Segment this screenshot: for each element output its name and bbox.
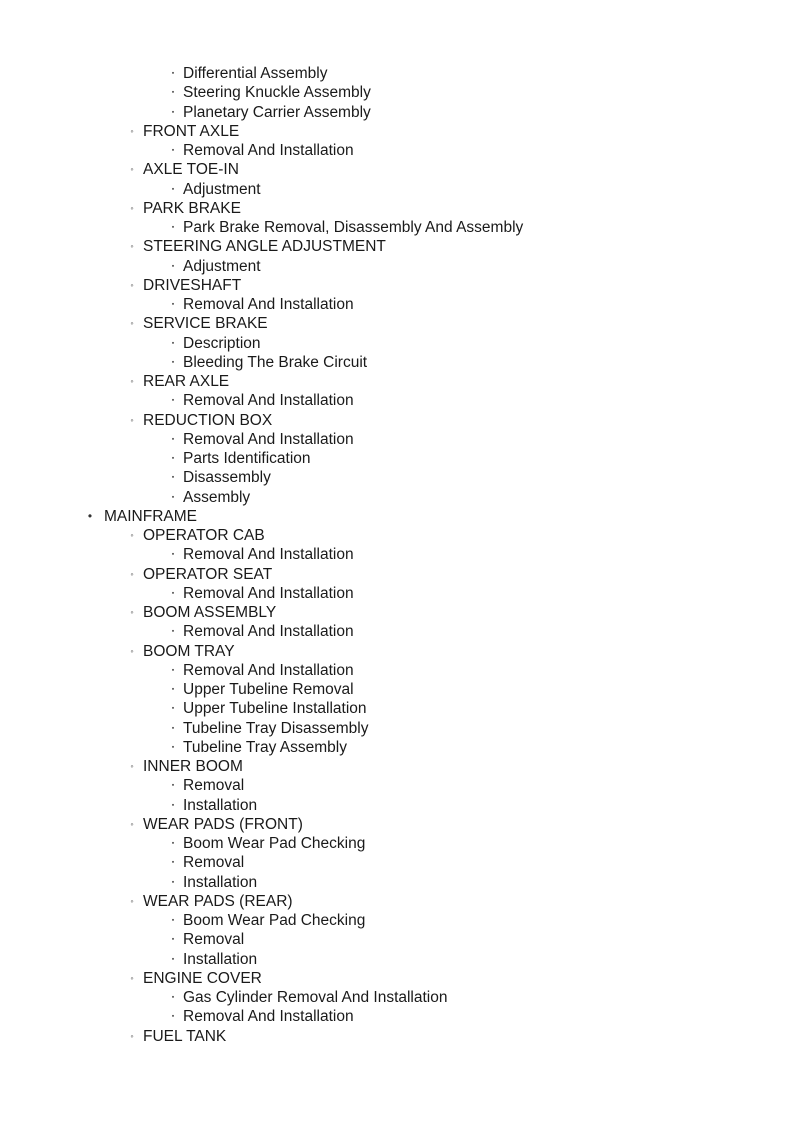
toc-item [0, 661, 794, 680]
toc-item [0, 738, 794, 757]
bullet-icon: ▪ [171, 994, 175, 1001]
toc-item [0, 64, 794, 83]
bullet-icon: ◦ [130, 530, 134, 540]
toc-item [0, 853, 794, 872]
toc-subsection [0, 526, 794, 545]
toc-entry-label: ENGINE COVER [143, 969, 262, 987]
bullet-icon: ◦ [130, 376, 134, 386]
toc-entry-label: BOOM ASSEMBLY [143, 604, 277, 621]
bullet-icon: ▪ [171, 686, 175, 693]
bullet-icon: ▪ [171, 474, 175, 482]
toc-entry-label: Gas Cylinder Removal And Installation [183, 989, 448, 1006]
toc-subsection [0, 122, 794, 141]
bullet-icon: ▪ [171, 628, 175, 636]
bullet-icon: ◦ [130, 607, 134, 617]
toc-item [0, 218, 794, 237]
toc-item [0, 911, 794, 930]
toc-subsection [0, 372, 794, 391]
toc-entry-label: Removal [183, 931, 245, 949]
bullet-icon: ▪ [171, 301, 175, 308]
bullet-icon: ▪ [171, 185, 175, 193]
toc-item [0, 950, 794, 969]
bullet-icon: ◦ [130, 125, 134, 136]
toc-item [0, 449, 794, 468]
bullet-icon: ◦ [130, 761, 134, 771]
toc-item [0, 141, 794, 160]
bullet-icon: ▪ [171, 859, 175, 867]
bullet-icon: ◦ [130, 972, 134, 983]
toc-entry-label: Planetary Carrier Assembly [183, 103, 371, 121]
toc-entry-label: Park Brake Removal, Disassembly And Assembly [183, 219, 524, 236]
toc-entry-label: PARK BRAKE [143, 199, 241, 217]
bullet-icon: ◦ [130, 645, 134, 656]
toc-item [0, 719, 794, 738]
toc-item [0, 430, 794, 449]
toc-item [0, 488, 794, 507]
toc-entry-label: Upper Tubeline Removal [183, 681, 354, 698]
toc-item [0, 834, 794, 853]
toc-entry-label: INNER BOOM [143, 758, 243, 775]
toc-item [0, 873, 794, 892]
toc-item [0, 796, 794, 815]
toc-entry-label: Removal And Installation [183, 661, 354, 679]
toc-subsection [0, 237, 794, 256]
bullet-icon: ▪ [171, 224, 175, 231]
bullet-icon: ▪ [171, 551, 175, 559]
toc-entry-label: SERVICE BRAKE [143, 315, 268, 333]
bullet-icon: ▪ [171, 70, 175, 77]
bullet-icon: ▪ [171, 262, 175, 270]
bullet-icon: ▪ [171, 936, 175, 944]
toc-item [0, 622, 794, 641]
toc-subsection [0, 276, 794, 295]
bullet-icon: ▪ [171, 108, 175, 116]
toc-item [0, 699, 794, 718]
bullet-icon: ▪ [171, 801, 175, 809]
toc-entry-label: Adjustment [183, 257, 261, 275]
bullet-icon: ▪ [171, 589, 175, 597]
toc-entry-label: Boom Wear Pad Checking [183, 912, 366, 929]
bullet-icon: ▪ [171, 666, 175, 674]
toc-entry-label: Removal And Installation [183, 546, 354, 564]
toc-entry-label: REDUCTION BOX [143, 411, 273, 429]
bullet-icon: ▪ [171, 147, 175, 154]
bullet-icon: ▪ [171, 840, 175, 847]
bullet-icon: ▪ [171, 339, 175, 347]
toc-entry-label: Removal And Installation [183, 142, 354, 159]
bullet-icon: ▪ [171, 878, 175, 886]
toc-item [0, 776, 794, 795]
toc-entry-label: WEAR PADS (FRONT) [143, 815, 303, 833]
bullet-icon: ▪ [171, 1013, 175, 1021]
bullet-icon: ▪ [171, 782, 175, 790]
toc-entry-label: MAINFRAME [104, 507, 197, 525]
bullet-icon: ◦ [130, 318, 134, 329]
toc-entry-label: Bleeding The Brake Circuit [183, 353, 368, 371]
bullet-icon: • [87, 508, 93, 523]
toc-entry-label: Removal [183, 854, 245, 872]
bullet-icon: ◦ [130, 241, 134, 252]
toc-entry-label: FUEL TANK [143, 1027, 227, 1045]
toc-subsection [0, 199, 794, 218]
toc-entry-label: DRIVESHAFT [143, 276, 242, 294]
bullet-icon: ◦ [130, 1030, 134, 1041]
bullet-icon: ▪ [171, 724, 175, 732]
bullet-icon: ◦ [130, 279, 134, 290]
bullet-icon: ▪ [171, 397, 175, 405]
toc-entry-label: Removal And Installation [183, 392, 354, 410]
toc-entry-label: Removal And Installation [183, 1008, 354, 1026]
bullet-icon: ▪ [171, 743, 175, 751]
toc-subsection [0, 642, 794, 661]
toc-item [0, 295, 794, 314]
toc-entry-label: BOOM TRAY [143, 642, 235, 660]
toc-subsection [0, 314, 794, 333]
toc-entry-label: STEERING ANGLE ADJUSTMENT [143, 238, 386, 256]
toc-subsection [0, 815, 794, 834]
table-of-contents [0, 64, 794, 1046]
bullet-icon: ▪ [171, 435, 175, 443]
bullet-icon: ▪ [171, 358, 175, 366]
toc-entry-label: Upper Tubeline Installation [183, 700, 367, 718]
toc-entry-label: Adjustment [183, 180, 261, 198]
bullet-icon: ◦ [130, 414, 134, 425]
bullet-icon: ▪ [171, 493, 175, 501]
toc-subsection [0, 757, 794, 776]
toc-subsection [0, 969, 794, 988]
toc-entry-label: REAR AXLE [143, 373, 230, 390]
bullet-icon: ◦ [130, 895, 134, 906]
toc-item [0, 545, 794, 564]
toc-entry-label: WEAR PADS (REAR) [143, 892, 293, 910]
toc-entry-label: Installation [183, 796, 258, 814]
toc-entry-label: Steering Knuckle Assembly [183, 84, 371, 102]
toc-item [0, 468, 794, 487]
toc-entry-label: Description [183, 334, 261, 352]
toc-entry-label: Differential Assembly [183, 65, 328, 82]
toc-subsection [0, 603, 794, 622]
toc-item [0, 391, 794, 410]
toc-section [0, 507, 794, 526]
bullet-icon: ▪ [171, 705, 175, 713]
toc-item [0, 680, 794, 699]
toc-item [0, 353, 794, 372]
toc-item [0, 584, 794, 603]
toc-entry-label: OPERATOR SEAT [143, 565, 273, 583]
toc-entry-label: Removal And Installation [183, 296, 354, 313]
bullet-icon: ◦ [130, 202, 134, 213]
toc-entry-label: Boom Wear Pad Checking [183, 835, 366, 852]
toc-item [0, 930, 794, 949]
toc-subsection [0, 892, 794, 911]
toc-entry-label: Assembly [183, 488, 251, 506]
toc-entry-label: Removal [183, 777, 245, 795]
bullet-icon: ◦ [130, 818, 134, 829]
toc-entry-label: OPERATOR CAB [143, 527, 265, 544]
toc-entry-label: Removal And Installation [183, 623, 354, 641]
bullet-icon: ◦ [130, 164, 134, 175]
toc-item [0, 257, 794, 276]
toc-entry-label: Disassembly [183, 469, 271, 487]
toc-entry-label: FRONT AXLE [143, 122, 240, 140]
bullet-icon: ◦ [130, 568, 134, 579]
toc-item [0, 988, 794, 1007]
toc-item [0, 1007, 794, 1026]
toc-item [0, 83, 794, 102]
toc-entry-label: Tubeline Tray Assembly [183, 738, 347, 756]
toc-subsection [0, 160, 794, 179]
toc-entry-label: Installation [183, 873, 258, 891]
toc-item [0, 180, 794, 199]
toc-subsection [0, 411, 794, 430]
bullet-icon: ▪ [171, 955, 175, 963]
toc-subsection [0, 1027, 794, 1046]
toc-item [0, 103, 794, 122]
toc-item [0, 334, 794, 353]
toc-entry-label: Tubeline Tray Disassembly [183, 719, 369, 737]
bullet-icon: ▪ [171, 89, 175, 97]
toc-entry-label: Removal And Installation [183, 584, 354, 602]
toc-entry-label: Parts Identification [183, 450, 311, 467]
bullet-icon: ▪ [171, 455, 175, 462]
toc-entry-label: Installation [183, 950, 258, 968]
toc-entry-label: Removal And Installation [183, 430, 354, 448]
bullet-icon: ▪ [171, 917, 175, 924]
toc-entry-label: AXLE TOE-IN [143, 161, 239, 179]
toc-subsection [0, 565, 794, 584]
